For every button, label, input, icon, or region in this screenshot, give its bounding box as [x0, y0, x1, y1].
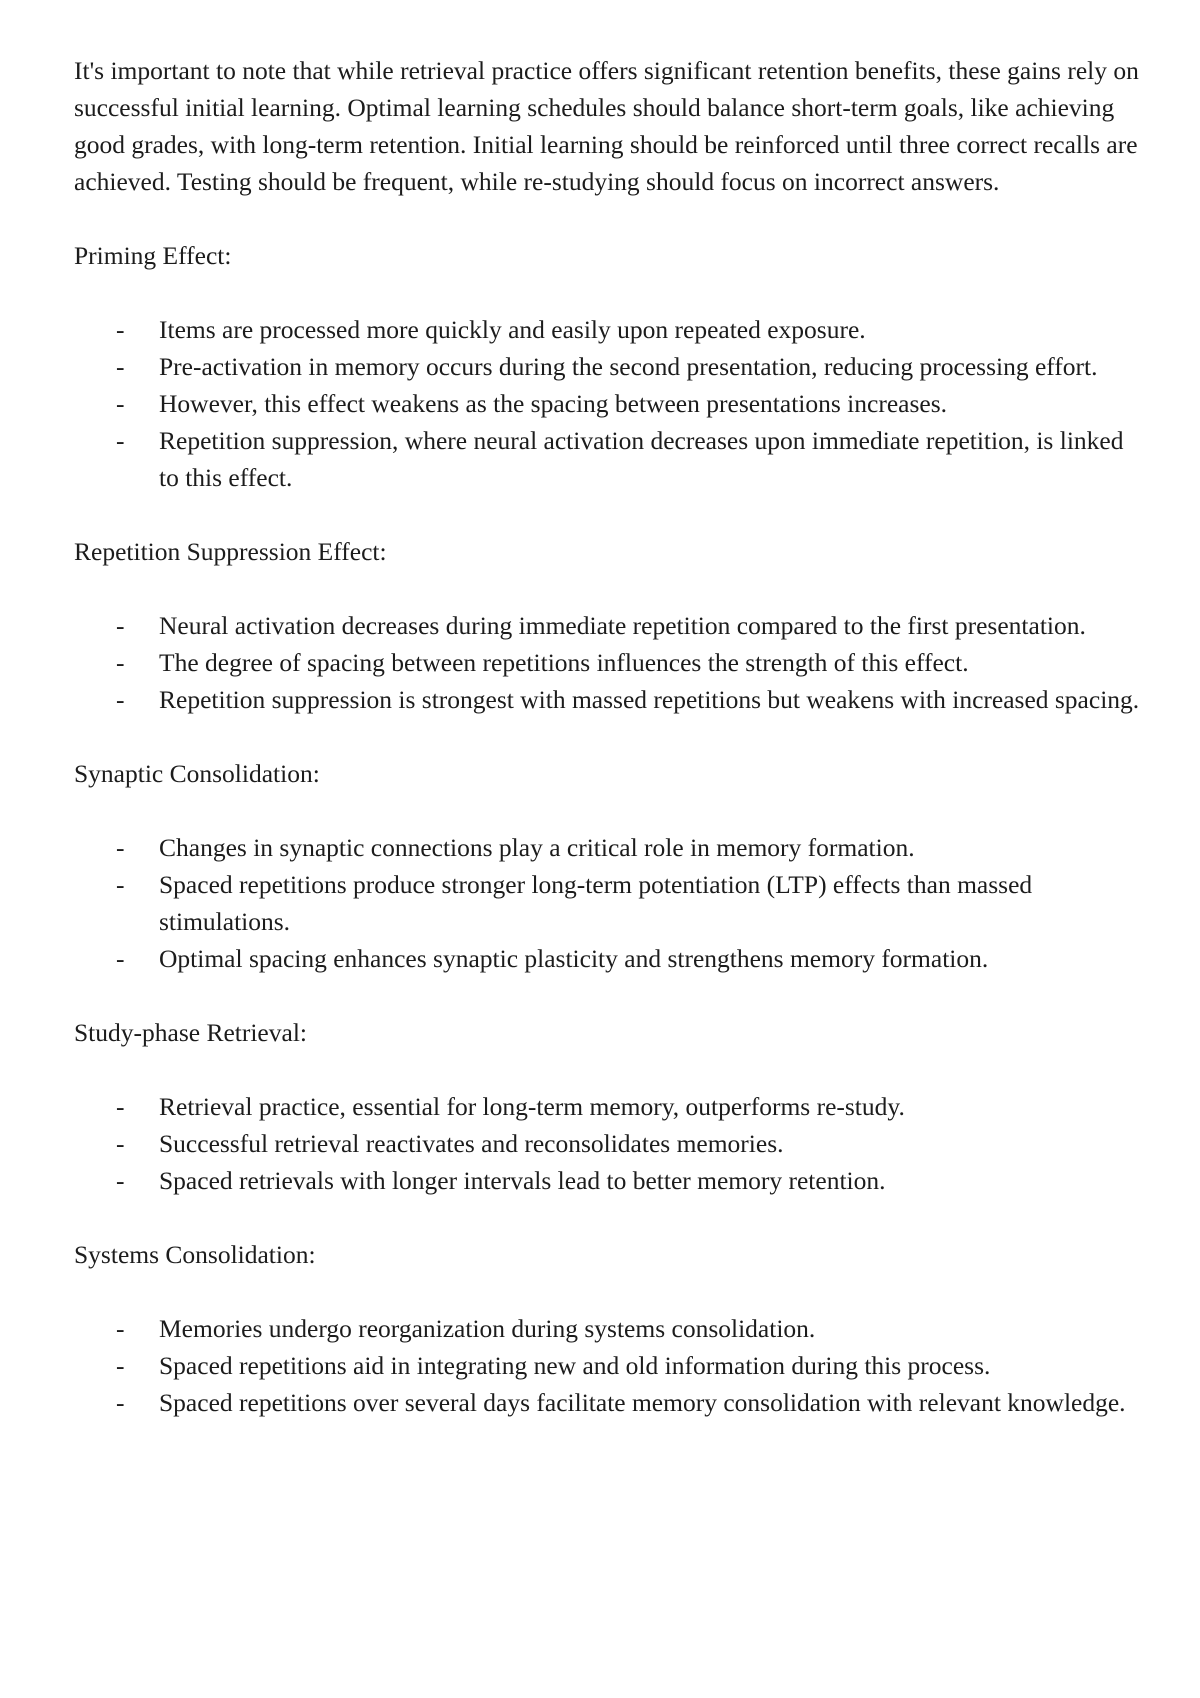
- list-item: [74, 385, 1140, 422]
- dash-bullet-icon: -: [116, 611, 125, 640]
- dash-bullet-icon: -: [116, 389, 125, 418]
- list-item-text: Spaced repetitions produce stronger long-term potentiation (LTP) effects than massed stimulations.: [159, 870, 1033, 936]
- list-item: [74, 1162, 1140, 1199]
- list-item: [74, 1125, 1140, 1162]
- list-item: [74, 348, 1140, 385]
- list-item: [74, 1347, 1140, 1384]
- dash-bullet-icon: -: [116, 833, 125, 862]
- list-item: [74, 1310, 1140, 1347]
- list-item-text: Spaced repetitions over several days facilitate memory consolidation with relevant knowledge.: [159, 1388, 1126, 1417]
- dash-bullet-icon: -: [116, 315, 125, 344]
- bullet-list: [74, 1088, 1140, 1199]
- list-item-text: Changes in synaptic connections play a critical role in memory formation.: [159, 833, 915, 862]
- dash-bullet-icon: -: [116, 1166, 125, 1195]
- list-item-text: Items are processed more quickly and easily upon repeated exposure.: [159, 315, 866, 344]
- intro-paragraph: It's important to note that while retrieval practice offers significant retention benefits, these gains rely on successful initial learning. Optimal learning schedules should balance short-term goals, like achieving good grades, with long-term retention. Initial learning should be reinforced until three correct recalls are achieved. Testing should be frequent, while re-studying should focus on incorrect answers.: [74, 56, 1139, 196]
- section-heading: Repetition Suppression Effect:: [74, 537, 387, 566]
- list-item: [74, 607, 1140, 644]
- list-item: [74, 644, 1140, 681]
- dash-bullet-icon: -: [116, 1314, 125, 1343]
- list-item: [74, 681, 1140, 718]
- dash-bullet-icon: -: [116, 1092, 125, 1121]
- list-item-text: The degree of spacing between repetitions influences the strength of this effect.: [159, 648, 969, 677]
- list-item-text: Spaced retrievals with longer intervals lead to better memory retention.: [159, 1166, 886, 1195]
- dash-bullet-icon: -: [116, 426, 125, 455]
- list-item-text: However, this effect weakens as the spacing between presentations increases.: [159, 389, 947, 418]
- bullet-list: [74, 311, 1140, 496]
- list-item-text: Optimal spacing enhances synaptic plasticity and strengthens memory formation.: [159, 944, 989, 973]
- dash-bullet-icon: -: [116, 1351, 125, 1380]
- list-item: [74, 829, 1140, 866]
- document-page: [74, 52, 1140, 1458]
- list-item-text: Neural activation decreases during immediate repetition compared to the first presentation.: [159, 611, 1086, 640]
- section-heading: Priming Effect:: [74, 241, 232, 270]
- sections-container: [74, 237, 1140, 1421]
- list-item-text: Repetition suppression is strongest with massed repetitions but weakens with increased spacing.: [159, 685, 1140, 714]
- list-item: [74, 1384, 1140, 1421]
- dash-bullet-icon: -: [116, 944, 125, 973]
- list-item-text: Memories undergo reorganization during systems consolidation.: [159, 1314, 816, 1343]
- list-item-text: Successful retrieval reactivates and reconsolidates memories.: [159, 1129, 784, 1158]
- dash-bullet-icon: -: [116, 352, 125, 381]
- section-heading: Study-phase Retrieval:: [74, 1018, 307, 1047]
- list-item-text: Spaced repetitions aid in integrating new and old information during this process.: [159, 1351, 991, 1380]
- dash-bullet-icon: -: [116, 685, 125, 714]
- bullet-list: [74, 607, 1140, 718]
- bullet-list: [74, 829, 1140, 977]
- dash-bullet-icon: -: [116, 1388, 125, 1417]
- list-item: [74, 940, 1140, 977]
- list-item-text: Repetition suppression, where neural activation decreases upon immediate repetition, is linked to this effect.: [159, 426, 1124, 492]
- list-item: [74, 1088, 1140, 1125]
- list-item: [74, 866, 1140, 940]
- section-heading: Systems Consolidation:: [74, 1240, 316, 1269]
- list-item: [74, 422, 1140, 496]
- bullet-list: [74, 1310, 1140, 1421]
- list-item-text: Pre-activation in memory occurs during the second presentation, reducing processing effort.: [159, 352, 1098, 381]
- dash-bullet-icon: -: [116, 648, 125, 677]
- list-item-text: Retrieval practice, essential for long-term memory, outperforms re-study.: [159, 1092, 905, 1121]
- section-heading: Synaptic Consolidation:: [74, 759, 320, 788]
- dash-bullet-icon: -: [116, 1129, 125, 1158]
- dash-bullet-icon: -: [116, 870, 125, 899]
- list-item: [74, 311, 1140, 348]
